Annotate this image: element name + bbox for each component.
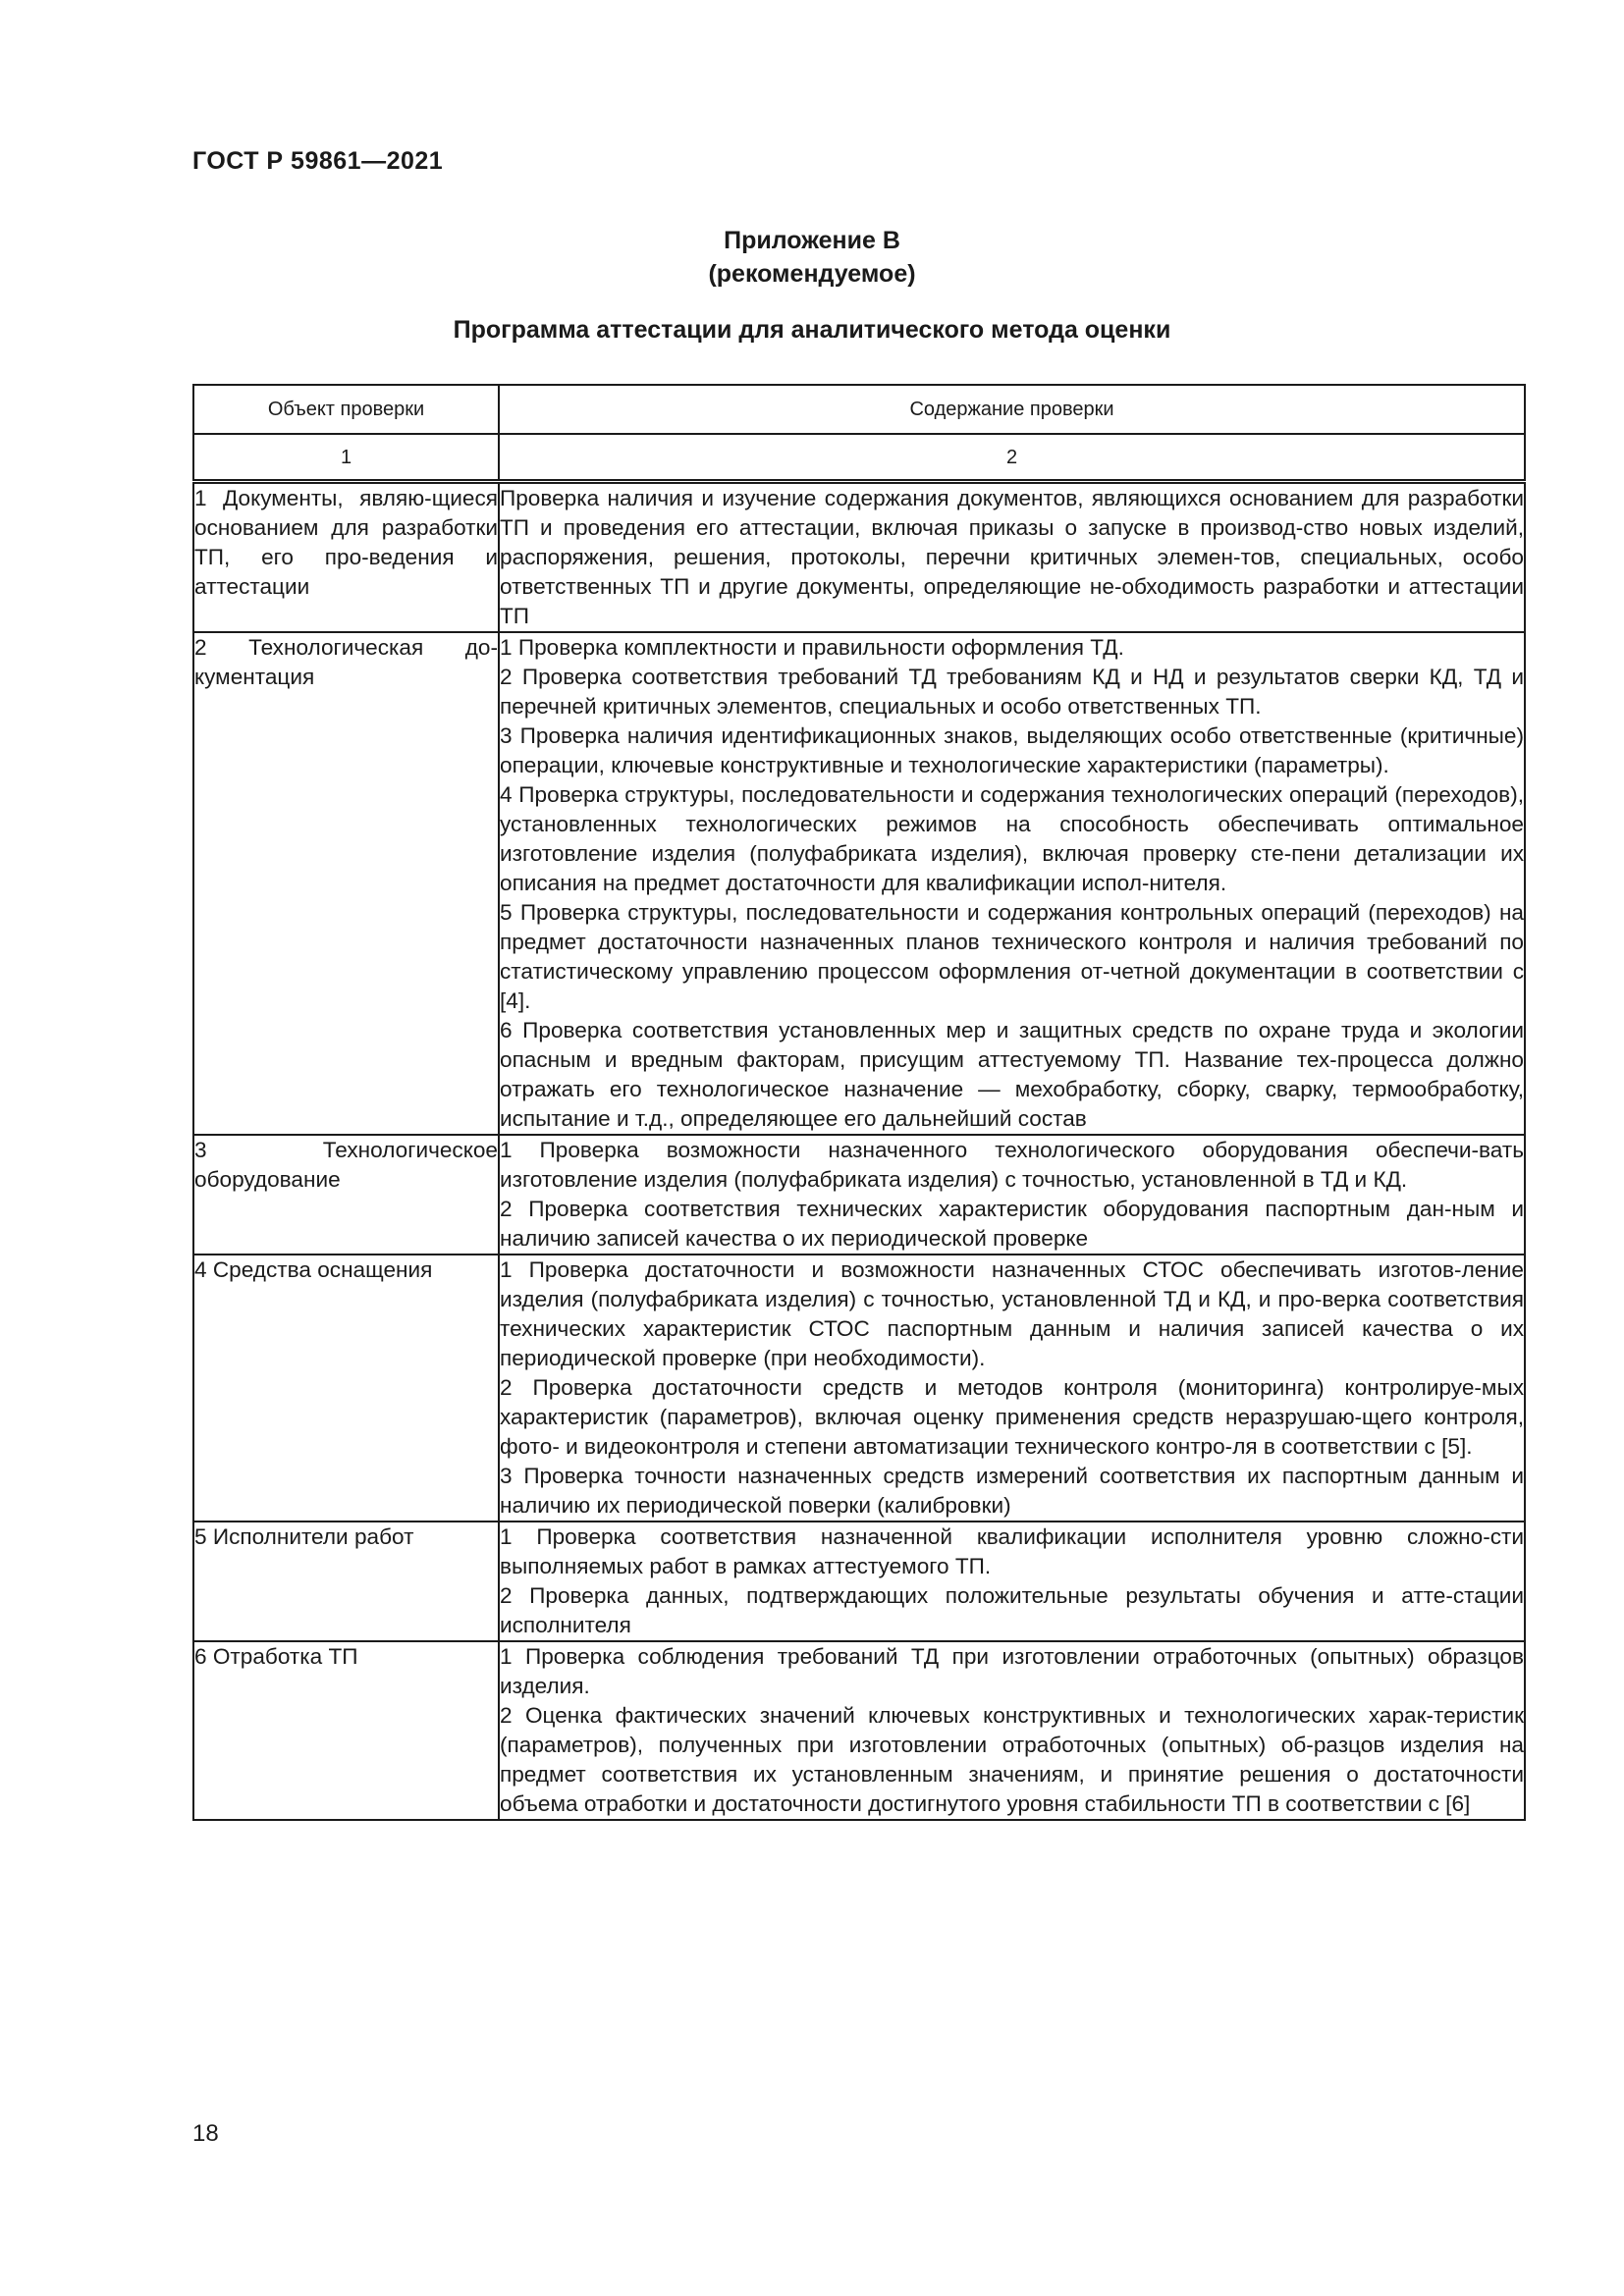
row-content: [499, 1255, 1525, 1522]
content-paragraph: 1 Проверка соблюдения требований ТД при изготовлении отработочных (опытных) образцов изделия.: [500, 1644, 1524, 1698]
content-paragraph: 1 Проверка комплектности и правильности оформления ТД.: [500, 635, 1124, 660]
row-object: 4 Средства оснащения: [193, 1255, 499, 1522]
row-content: [499, 482, 1525, 633]
content-paragraph: 2 Проверка соответствия требований ТД требованиям КД и НД и результатов сверки КД, ТД и перечней критичных элементов, специальных и особо ответственных ТП.: [500, 665, 1524, 719]
content-paragraph: 2 Оценка фактических значений ключевых конструктивных и технологических харак-теристик (параметров), полученных при изготовлении отработочных (опытных) об-разцов изделия на предмет соответствия их установленным значениям, и принятие решения о достаточности объема отработки и достаточности достигнутого уровня стабильности ТП в соответствии с [6]: [500, 1703, 1524, 1816]
row-content: [499, 1641, 1525, 1820]
standard-code: ГОСТ Р 59861—2021: [192, 147, 444, 175]
column-header-object: Объект проверки: [193, 385, 499, 434]
table-row: [193, 1135, 1525, 1255]
content-paragraph: 2 Проверка данных, подтверждающих положительные результаты обучения и атте-стации исполнителя: [500, 1583, 1524, 1637]
content-paragraph: 1 Проверка достаточности и возможности назначенных СТОС обеспечивать изготов-ление изделия (полуфабриката изделия) с точностью, установленной ТД и КД, и про-верка соответствия технических характеристик СТОС паспортным данным и наличия записей качества о их периодической проверке (при необходимости).: [500, 1257, 1524, 1370]
table-row: [193, 1522, 1525, 1641]
row-content: [499, 632, 1525, 1135]
content-paragraph: 5 Проверка структуры, последовательности и содержания контрольных операций (переходов) на предмет достаточности назначенных планов технического контроля и наличия требований по статистическому управлению процессом оформления от-четной документации в соответствии с [4].: [500, 900, 1524, 1013]
content-paragraph: 3 Проверка точности назначенных средств измерений соответствия их паспортным данным и наличию их периодической поверки (калибровки): [500, 1464, 1524, 1518]
appendix-name: Приложение В: [724, 227, 900, 254]
row-content: [499, 1522, 1525, 1641]
content-paragraph: 4 Проверка структуры, последовательности и содержания технологических операций (переходов), установленных технологических режимов на способность обеспечивать оптимальное изготовление изделия (полуфабриката изделия), включая проверку сте-пени детализации их описания на предмет достаточности для квалификации испол-нителя.: [500, 782, 1524, 895]
table-row: [193, 632, 1525, 1135]
content-paragraph: 2 Проверка достаточности средств и методов контроля (мониторинга) контролируе-мых характеристик (параметров), включая оценку применения средств неразрушаю-щего контроля, фото- и видеоконтроля и степени автоматизации технического контро-ля в соответствии с [5].: [500, 1375, 1524, 1459]
table-header-row: [193, 385, 1525, 434]
table-row: [193, 1255, 1525, 1522]
document-title: Программа аттестации для аналитического метода оценки: [453, 316, 1171, 344]
column-number-2: 2: [499, 434, 1525, 482]
row-object: 5 Исполнители работ: [193, 1522, 499, 1641]
appendix-status: (рекомендуемое): [708, 260, 916, 288]
column-number-1: 1: [193, 434, 499, 482]
content-paragraph: 1 Проверка соответствия назначенной квалификации исполнителя уровню сложно-сти выполняемых работ в рамках аттестуемого ТП.: [500, 1524, 1524, 1578]
column-number-row: [193, 434, 1525, 482]
appendix-heading: [0, 224, 1624, 291]
table-row: [193, 482, 1525, 633]
content-paragraph: 2 Проверка соответствия технических характеристик оборудования паспортным дан-ным и наличию записей качества о их периодической проверке: [500, 1197, 1524, 1251]
attestation-program-table: [192, 384, 1526, 1821]
content-paragraph: 3 Проверка наличия идентификационных знаков, выделяющих особо ответственные (критичные) операции, ключевые конструктивные и технологические характеристики (параметры).: [500, 723, 1524, 777]
content-paragraph: 1 Проверка возможности назначенного технологического оборудования обеспечи-вать изготовление изделия (полуфабриката изделия) с точностью, установленной в ТД и КД.: [500, 1138, 1524, 1192]
row-object: 2 Технологическая до-кументация: [193, 632, 499, 1135]
content-paragraph: 6 Проверка соответствия установленных мер и защитных средств по охране труда и экологии опасным и вредным факторам, присущим аттестуемому ТП. Название тех-процесса должно отражать его технологическое назначение — мехобработку, сборку, сварку, термообработку, испытание и т.д., определяющее его дальнейший состав: [500, 1018, 1524, 1131]
row-object: 3 Технологическое оборудование: [193, 1135, 499, 1255]
row-content: [499, 1135, 1525, 1255]
content-paragraph: Проверка наличия и изучение содержания документов, являющихся основанием для разработки ТП и проведения его аттестации, включая приказы о запуске в производ-ство новых изделий, распоряжения, решения, протоколы, перечни критичных элемен-тов, специальных, особо ответственных ТП и другие документы, определяющие не-обходимость разработки и аттестации ТП: [500, 486, 1524, 628]
row-object: 6 Отработка ТП: [193, 1641, 499, 1820]
table-row: [193, 1641, 1525, 1820]
page-number: 18: [192, 2120, 219, 2147]
row-object: 1 Документы, являю-щиеся основанием для разработки ТП, его про-ведения и аттестации: [193, 482, 499, 633]
column-header-content: Содержание проверки: [499, 385, 1525, 434]
